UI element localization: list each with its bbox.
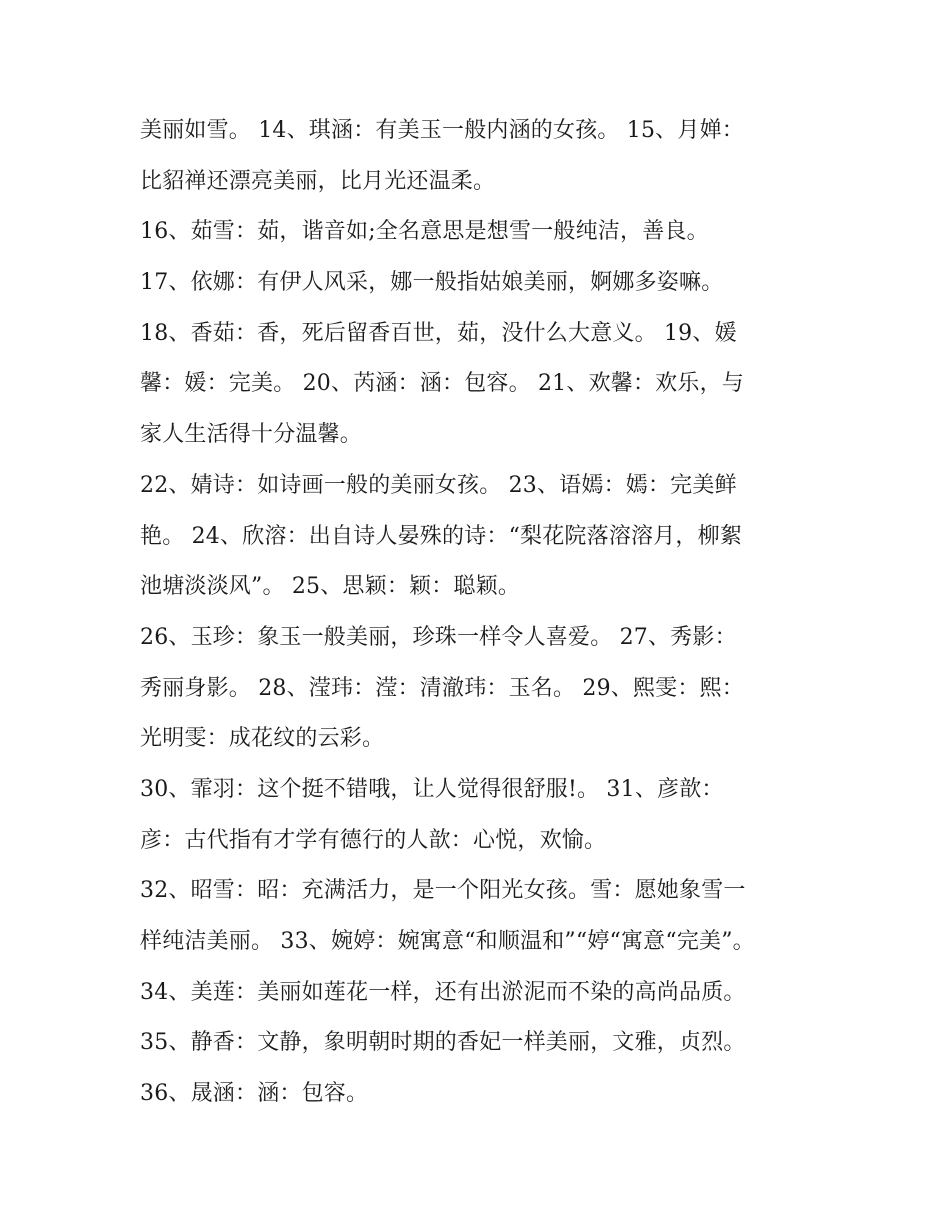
text-line: 36、晟涵：涵：包容。	[140, 1081, 369, 1107]
text-line: 秀丽身影。 28、滢玮：滢：清澈玮：玉名。 29、熙雯：熙：	[140, 675, 744, 701]
text-line: 样纯洁美丽。 33、婉婷：婉寓意“和顺温和”“婷“寓意“完美”。	[140, 929, 755, 954]
text-body	[140, 106, 830, 1120]
text-line: 比貂禅还漂亮美丽，比月光还温柔。	[140, 168, 496, 194]
text-line: 16、茹雪：茹，谐音如;全名意思是想雪一般纯洁，善良。	[140, 219, 709, 245]
text-line: 池塘淡淡风”。 25、思颖：颖：聪颖。	[140, 574, 521, 600]
text-line: 34、美莲：美丽如莲花一样，还有出淤泥而不染的高尚品质。	[140, 979, 746, 1005]
text-line: 彦：古代指有才学有德行的人歆：心悦，欢愉。	[140, 827, 607, 853]
text-line: 馨：媛：完美。 20、芮涵：涵：包容。 21、欢馨：欢乐，与	[140, 371, 744, 397]
text-line: 35、静香：文静，象明朝时期的香妃一样美丽，文雅，贞烈。	[140, 1030, 746, 1056]
text-line: 光明雯：成花纹的云彩。	[140, 726, 385, 752]
text-line: 22、婧诗：如诗画一般的美丽女孩。 23、语嫣：嫣：完美鲜	[140, 472, 737, 498]
text-line: 18、香茹：香，死后留香百世，茹，没什么大意义。 19、媛	[140, 320, 737, 346]
text-line: 家人生活得十分温馨。	[140, 422, 363, 448]
text-line: 艳。 24、欣溶：出自诗人晏殊的诗：“梨花院落溶溶月，柳絮	[140, 523, 743, 549]
text-line: 美丽如雪。 14、琪涵：有美玉一般内涵的女孩。 15、月婵：	[140, 118, 744, 143]
text-line: 32、昭雪：昭：充满活力，是一个阳光女孩。雪：愿她象雪一	[140, 878, 746, 904]
text-line: 26、玉珍：象玉一般美丽，珍珠一样令人喜爱。 27、秀影：	[140, 624, 737, 650]
text-line: 17、依娜：有伊人风采，娜一般指姑娘美丽，婀娜多姿嘛。	[140, 270, 724, 296]
text-line: 30、霏羽：这个挺不错哦，让人觉得很舒服!。 31、彦歆：	[140, 776, 724, 802]
